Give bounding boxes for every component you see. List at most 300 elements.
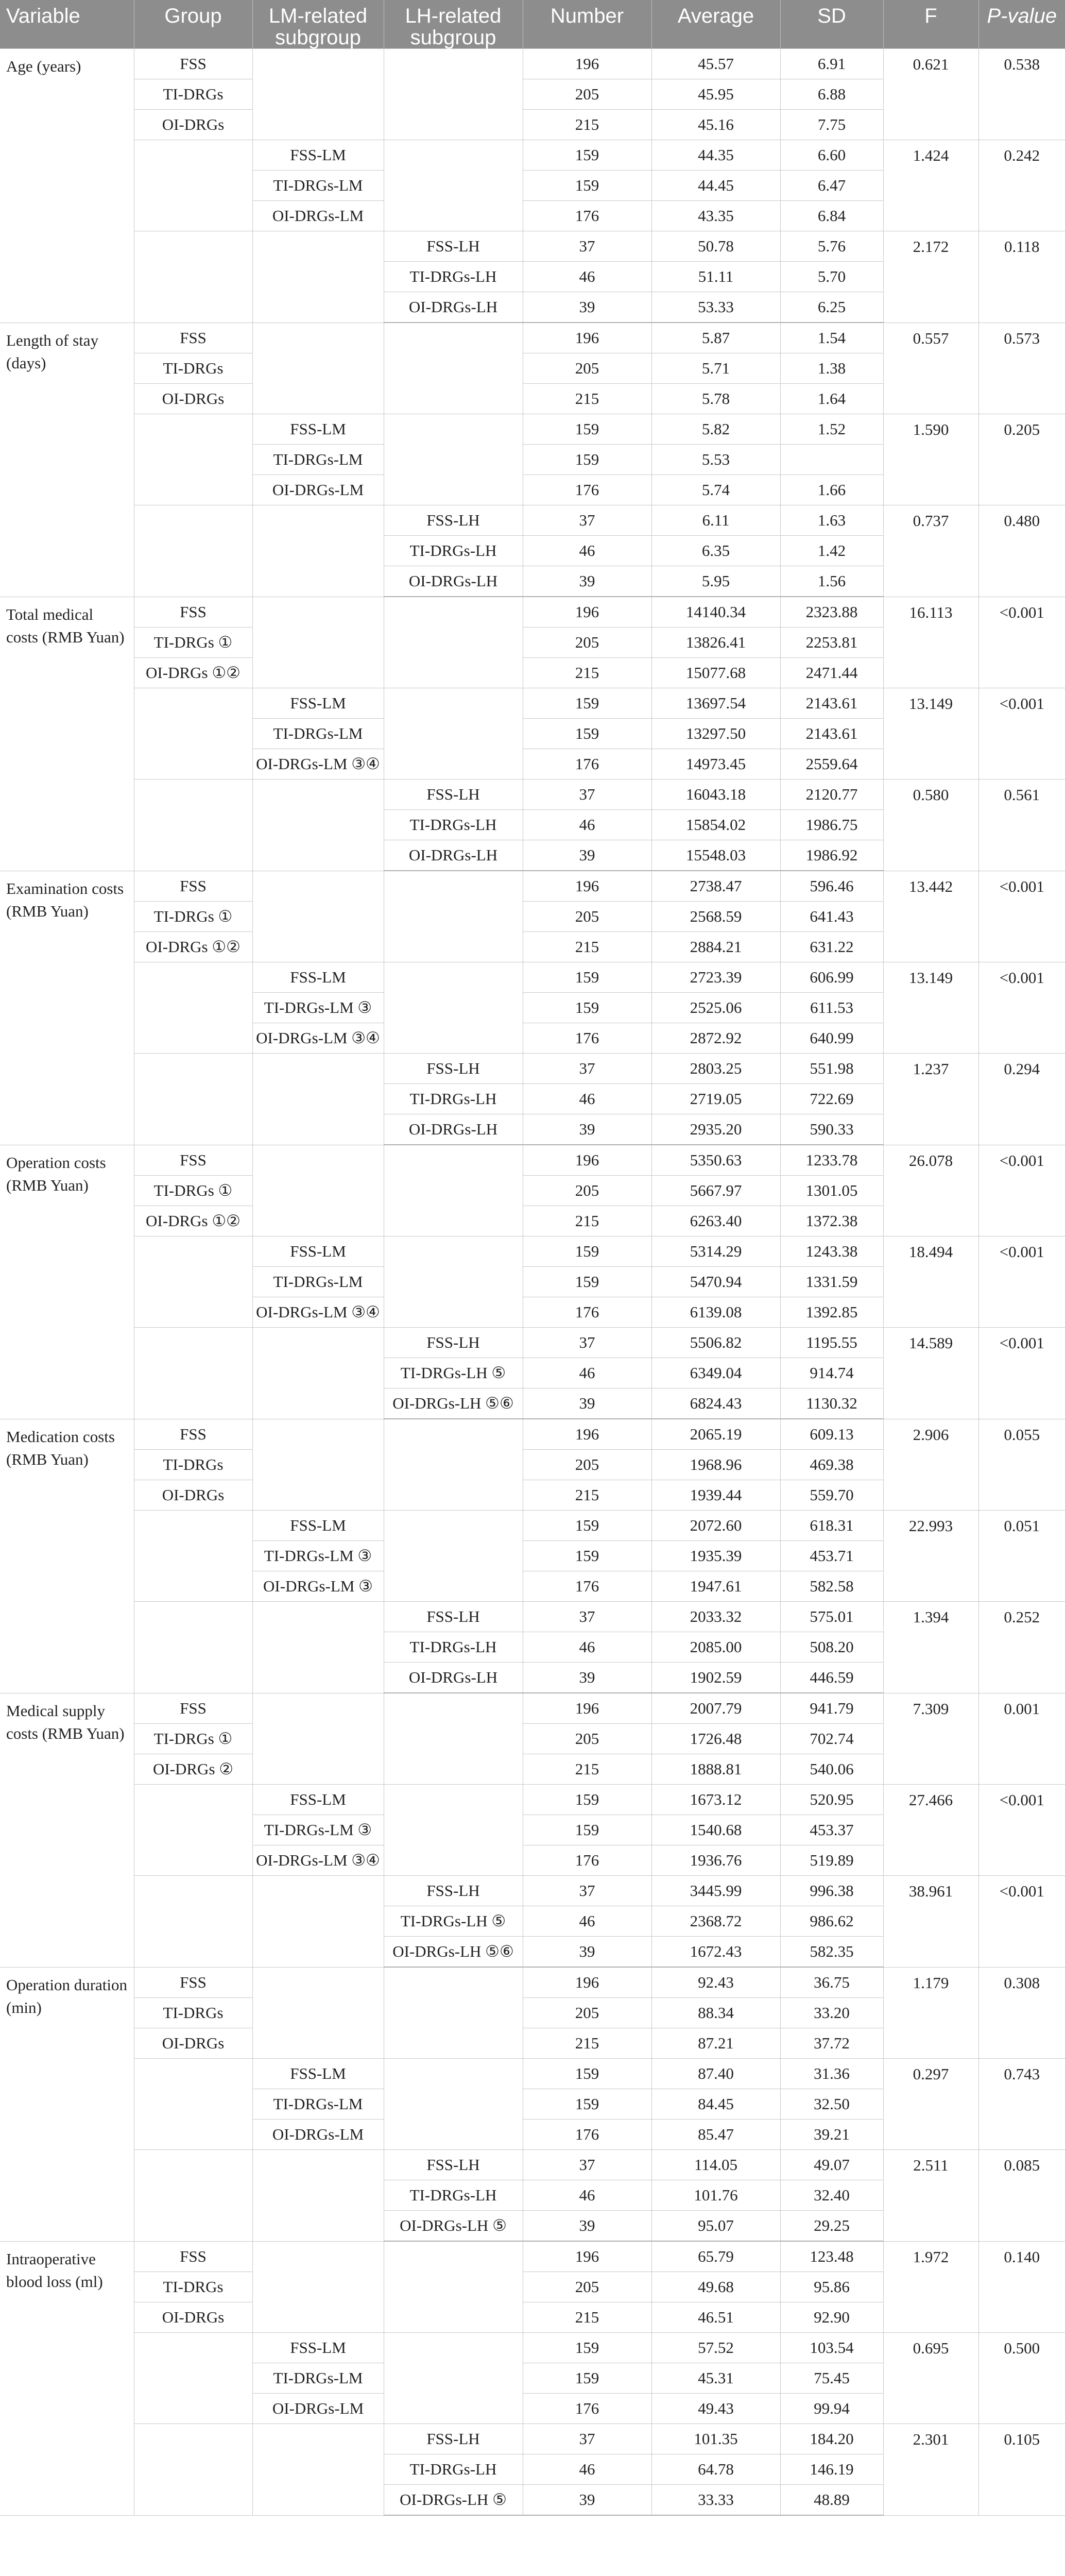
number-cell: 37 [523, 2150, 651, 2180]
empty-cell [134, 1054, 252, 1145]
f-value: 13.149 [883, 688, 978, 779]
average-cell: 3445.99 [651, 1876, 780, 1906]
lm-label: OI-DRGs-LM [252, 2120, 384, 2150]
header-sd: SD [780, 0, 883, 49]
group-label: TI-DRGs ① [134, 902, 252, 932]
average-cell: 6263.40 [651, 1206, 780, 1236]
lh-label: FSS-LH [384, 1054, 523, 1084]
average-cell: 6349.04 [651, 1358, 780, 1388]
group-label: FSS [134, 2241, 252, 2272]
lm-label: OI-DRGs-LM ③④ [252, 1023, 384, 1054]
empty-cell [252, 1967, 384, 2059]
variable-name: Medication costs (RMB Yuan) [0, 1419, 134, 1693]
number-cell: 205 [523, 1998, 651, 2028]
group-label: FSS [134, 1419, 252, 1450]
f-value: 26.078 [883, 1145, 978, 1236]
f-value: 0.737 [883, 505, 978, 597]
table-row [0, 1693, 1065, 1724]
number-cell: 159 [523, 2363, 651, 2394]
header-row [0, 0, 1065, 49]
empty-cell [252, 779, 384, 871]
average-cell: 49.68 [651, 2272, 780, 2302]
average-cell: 5.74 [651, 475, 780, 505]
average-cell: 1672.43 [651, 1937, 780, 1968]
number-cell: 37 [523, 1328, 651, 1358]
number-cell: 39 [523, 1114, 651, 1145]
p-value: 0.085 [978, 2150, 1065, 2242]
number-cell: 46 [523, 262, 651, 292]
lm-label: OI-DRGs-LM [252, 2394, 384, 2424]
empty-cell [252, 1876, 384, 1968]
number-cell: 159 [523, 1541, 651, 1571]
average-cell: 5314.29 [651, 1236, 780, 1267]
average-cell: 1939.44 [651, 1480, 780, 1511]
lm-label: TI-DRGs-LM ③ [252, 993, 384, 1023]
sd-cell: 1.56 [780, 566, 883, 597]
p-value: 0.252 [978, 1602, 1065, 1693]
group-label: TI-DRGs ① [134, 1724, 252, 1754]
group-label: FSS [134, 1145, 252, 1176]
number-cell: 46 [523, 2454, 651, 2485]
empty-cell [384, 597, 523, 688]
sd-cell: 508.20 [780, 1632, 883, 1663]
empty-cell [134, 2333, 252, 2424]
table-body [0, 49, 1065, 2516]
number-cell: 205 [523, 1450, 651, 1480]
number-cell: 205 [523, 353, 651, 384]
number-cell: 159 [523, 993, 651, 1023]
sd-cell: 1372.38 [780, 1206, 883, 1236]
table-row [0, 140, 1065, 171]
lm-label: OI-DRGs-LM ③④ [252, 1845, 384, 1876]
empty-cell [252, 1602, 384, 1693]
empty-cell [252, 1693, 384, 1785]
average-cell: 5.78 [651, 384, 780, 414]
lh-label: OI-DRGs-LH ⑤⑥ [384, 1937, 523, 1968]
empty-cell [134, 231, 252, 323]
sd-cell: 32.40 [780, 2180, 883, 2211]
sd-cell: 453.71 [780, 1541, 883, 1571]
sd-cell: 1243.38 [780, 1236, 883, 1267]
number-cell: 46 [523, 1906, 651, 1937]
group-label: OI-DRGs ①② [134, 932, 252, 962]
p-value: <0.001 [978, 1236, 1065, 1328]
empty-cell [252, 2241, 384, 2333]
lm-label: TI-DRGs-LM [252, 2089, 384, 2120]
p-value: 0.205 [978, 414, 1065, 505]
average-cell: 101.35 [651, 2424, 780, 2454]
lm-label: FSS-LM [252, 414, 384, 445]
empty-cell [384, 49, 523, 140]
number-cell: 46 [523, 2180, 651, 2211]
sd-cell: 2323.88 [780, 597, 883, 628]
sd-cell: 5.70 [780, 262, 883, 292]
average-cell: 1673.12 [651, 1785, 780, 1815]
number-cell: 37 [523, 505, 651, 536]
sd-cell: 2143.61 [780, 719, 883, 749]
p-value: 0.105 [978, 2424, 1065, 2516]
empty-cell [384, 871, 523, 962]
f-value: 0.695 [883, 2333, 978, 2424]
header-number: Number [523, 0, 651, 49]
variable-name: Total medical costs (RMB Yuan) [0, 597, 134, 871]
average-cell: 65.79 [651, 2241, 780, 2272]
table-row [0, 2059, 1065, 2089]
average-cell: 114.05 [651, 2150, 780, 2180]
number-cell: 196 [523, 1419, 651, 1450]
empty-cell [134, 1236, 252, 1328]
sd-cell: 1986.92 [780, 840, 883, 871]
number-cell: 39 [523, 2485, 651, 2516]
p-value: 0.140 [978, 2241, 1065, 2333]
header-variable: Variable [6, 5, 80, 27]
average-cell: 88.34 [651, 1998, 780, 2028]
average-cell: 16043.18 [651, 779, 780, 810]
number-cell: 46 [523, 1358, 651, 1388]
sd-cell: 590.33 [780, 1114, 883, 1145]
group-label: TI-DRGs [134, 79, 252, 110]
average-cell: 64.78 [651, 2454, 780, 2485]
average-cell: 45.16 [651, 110, 780, 140]
lh-label: FSS-LH [384, 2424, 523, 2454]
sd-cell: 6.88 [780, 79, 883, 110]
sd-cell: 722.69 [780, 1084, 883, 1114]
average-cell: 13697.54 [651, 688, 780, 719]
number-cell: 39 [523, 2211, 651, 2242]
average-cell: 13826.41 [651, 628, 780, 658]
number-cell: 176 [523, 2120, 651, 2150]
lh-label: FSS-LH [384, 779, 523, 810]
sd-cell: 37.72 [780, 2028, 883, 2059]
sd-cell: 32.50 [780, 2089, 883, 2120]
average-cell: 45.95 [651, 79, 780, 110]
average-cell: 53.33 [651, 292, 780, 323]
average-cell: 5667.97 [651, 1176, 780, 1206]
number-cell: 215 [523, 932, 651, 962]
table-row [0, 871, 1065, 902]
table-row [0, 1876, 1065, 1906]
sd-cell: 575.01 [780, 1602, 883, 1632]
f-value: 27.466 [883, 1785, 978, 1876]
lm-label: FSS-LM [252, 1511, 384, 1541]
f-value: 16.113 [883, 597, 978, 688]
empty-cell [134, 2059, 252, 2150]
lm-label: FSS-LM [252, 2333, 384, 2363]
group-label: FSS [134, 597, 252, 628]
number-cell: 159 [523, 140, 651, 171]
p-value: <0.001 [978, 1876, 1065, 1968]
empty-cell [134, 1328, 252, 1419]
average-cell: 1902.59 [651, 1663, 780, 1693]
sd-cell: 6.91 [780, 49, 883, 79]
f-value: 14.589 [883, 1328, 978, 1419]
group-label: OI-DRGs [134, 1480, 252, 1511]
empty-cell [384, 2059, 523, 2150]
number-cell: 205 [523, 79, 651, 110]
number-cell: 159 [523, 1267, 651, 1297]
f-value: 1.394 [883, 1602, 978, 1693]
sd-cell: 33.20 [780, 1998, 883, 2028]
number-cell: 46 [523, 1084, 651, 1114]
f-value: 1.424 [883, 140, 978, 231]
lm-label: TI-DRGs-LM [252, 719, 384, 749]
number-cell: 159 [523, 2059, 651, 2089]
average-cell: 14973.45 [651, 749, 780, 779]
table-row [0, 2333, 1065, 2363]
number-cell: 159 [523, 445, 651, 475]
group-label: OI-DRGs [134, 110, 252, 140]
lm-label: OI-DRGs-LM ③④ [252, 1297, 384, 1328]
f-value: 1.237 [883, 1054, 978, 1145]
lh-label: OI-DRGs-LH ⑤ [384, 2485, 523, 2516]
number-cell: 46 [523, 536, 651, 566]
number-cell: 176 [523, 475, 651, 505]
group-label: FSS [134, 49, 252, 79]
average-cell: 1540.68 [651, 1815, 780, 1845]
sd-cell: 469.38 [780, 1450, 883, 1480]
average-cell: 2719.05 [651, 1084, 780, 1114]
empty-cell [384, 1236, 523, 1328]
average-cell: 13297.50 [651, 719, 780, 749]
empty-cell [252, 323, 384, 414]
sd-cell: 103.54 [780, 2333, 883, 2363]
sd-cell: 29.25 [780, 2211, 883, 2242]
number-cell: 159 [523, 2333, 651, 2363]
sd-cell: 49.07 [780, 2150, 883, 2180]
table-row [0, 1328, 1065, 1358]
average-cell: 15854.02 [651, 810, 780, 840]
sd-cell: 641.43 [780, 902, 883, 932]
average-cell: 15548.03 [651, 840, 780, 871]
sd-cell: 2253.81 [780, 628, 883, 658]
number-cell: 196 [523, 1145, 651, 1176]
group-label: TI-DRGs [134, 353, 252, 384]
lm-label: OI-DRGs-LM ③④ [252, 749, 384, 779]
group-label: FSS [134, 1693, 252, 1724]
lh-label: OI-DRGs-LH [384, 1114, 523, 1145]
average-cell: 5.82 [651, 414, 780, 445]
average-cell: 87.21 [651, 2028, 780, 2059]
p-value: 0.055 [978, 1419, 1065, 1511]
p-value: <0.001 [978, 597, 1065, 688]
lh-label: TI-DRGs-LH [384, 1632, 523, 1663]
table-row [0, 1785, 1065, 1815]
average-cell: 2033.32 [651, 1602, 780, 1632]
f-value: 7.309 [883, 1693, 978, 1785]
average-cell: 5.71 [651, 353, 780, 384]
number-cell: 37 [523, 1054, 651, 1084]
sd-cell: 1.64 [780, 384, 883, 414]
lh-label: OI-DRGs-LH [384, 566, 523, 597]
sd-cell: 184.20 [780, 2424, 883, 2454]
table-row [0, 1511, 1065, 1541]
sd-cell: 1392.85 [780, 1297, 883, 1328]
lh-label: TI-DRGs-LH [384, 810, 523, 840]
p-value: 0.118 [978, 231, 1065, 323]
header-average: Average [651, 0, 780, 49]
sd-cell [780, 445, 883, 475]
header-group: Group [134, 0, 252, 49]
table-row [0, 1419, 1065, 1450]
lh-label: TI-DRGs-LH [384, 2180, 523, 2211]
sd-cell: 640.99 [780, 1023, 883, 1054]
header-p-value [978, 0, 1065, 49]
sd-cell: 1.66 [780, 475, 883, 505]
p-value: 0.001 [978, 1693, 1065, 1785]
empty-cell [384, 1693, 523, 1785]
f-value: 2.906 [883, 1419, 978, 1511]
variable-name: Medical supply costs (RMB Yuan) [0, 1693, 134, 1967]
table-row [0, 505, 1065, 536]
number-cell: 176 [523, 2394, 651, 2424]
number-cell: 46 [523, 1632, 651, 1663]
p-value: <0.001 [978, 688, 1065, 779]
lm-label: OI-DRGs-LM [252, 201, 384, 231]
sd-cell: 6.84 [780, 201, 883, 231]
group-label: FSS [134, 1967, 252, 1998]
number-cell: 215 [523, 658, 651, 688]
empty-cell [252, 231, 384, 323]
average-cell: 44.45 [651, 171, 780, 201]
sd-cell: 582.35 [780, 1937, 883, 1968]
average-cell: 2007.79 [651, 1693, 780, 1724]
group-label: OI-DRGs ② [134, 1754, 252, 1785]
empty-cell [384, 414, 523, 505]
lh-label: FSS-LH [384, 1876, 523, 1906]
lh-label: FSS-LH [384, 1328, 523, 1358]
number-cell: 205 [523, 2272, 651, 2302]
lm-label: TI-DRGs-LM [252, 171, 384, 201]
lh-label: OI-DRGs-LH ⑤ [384, 2211, 523, 2242]
table-row [0, 1236, 1065, 1267]
empty-cell [384, 1785, 523, 1876]
sd-cell: 453.37 [780, 1815, 883, 1845]
lh-label: TI-DRGs-LH [384, 262, 523, 292]
number-cell: 37 [523, 1602, 651, 1632]
f-value: 1.179 [883, 1967, 978, 2059]
sd-cell: 941.79 [780, 1693, 883, 1724]
average-cell: 33.33 [651, 2485, 780, 2516]
average-cell: 95.07 [651, 2211, 780, 2242]
average-cell: 6.35 [651, 536, 780, 566]
sd-cell: 2120.77 [780, 779, 883, 810]
sd-cell: 914.74 [780, 1358, 883, 1388]
empty-cell [384, 140, 523, 231]
sd-cell: 606.99 [780, 962, 883, 993]
f-value: 38.961 [883, 1876, 978, 1968]
number-cell: 176 [523, 1297, 651, 1328]
empty-cell [134, 1602, 252, 1693]
lh-label: TI-DRGs-LH ⑤ [384, 1358, 523, 1388]
group-label: OI-DRGs ①② [134, 1206, 252, 1236]
p-value: 0.308 [978, 1967, 1065, 2059]
sd-cell: 6.60 [780, 140, 883, 171]
average-cell: 2085.00 [651, 1632, 780, 1663]
average-cell: 45.31 [651, 2363, 780, 2394]
sd-cell: 996.38 [780, 1876, 883, 1906]
p-value: <0.001 [978, 1785, 1065, 1876]
number-cell: 37 [523, 231, 651, 262]
number-cell: 215 [523, 1206, 651, 1236]
sd-cell: 609.13 [780, 1419, 883, 1450]
lm-label: TI-DRGs-LM [252, 445, 384, 475]
number-cell: 176 [523, 1571, 651, 1602]
average-cell: 5470.94 [651, 1267, 780, 1297]
empty-cell [252, 1054, 384, 1145]
variable-name: Age (years) [0, 49, 134, 323]
average-cell: 2738.47 [651, 871, 780, 902]
number-cell: 215 [523, 2028, 651, 2059]
group-label: OI-DRGs [134, 384, 252, 414]
sd-cell: 631.22 [780, 932, 883, 962]
table-row [0, 2150, 1065, 2180]
sd-cell: 559.70 [780, 1480, 883, 1511]
group-label: TI-DRGs ① [134, 628, 252, 658]
f-value: 22.993 [883, 1511, 978, 1602]
number-cell: 159 [523, 2089, 651, 2120]
average-cell: 6.11 [651, 505, 780, 536]
number-cell: 159 [523, 719, 651, 749]
average-cell: 92.43 [651, 1967, 780, 1998]
sd-cell: 986.62 [780, 1906, 883, 1937]
average-cell: 2072.60 [651, 1511, 780, 1541]
sd-cell: 1301.05 [780, 1176, 883, 1206]
f-value: 18.494 [883, 1236, 978, 1328]
average-cell: 5.53 [651, 445, 780, 475]
sd-cell: 1986.75 [780, 810, 883, 840]
sd-cell: 2559.64 [780, 749, 883, 779]
average-cell: 2884.21 [651, 932, 780, 962]
lh-label: OI-DRGs-LH ⑤⑥ [384, 1388, 523, 1419]
sd-cell: 123.48 [780, 2241, 883, 2272]
sd-cell: 5.76 [780, 231, 883, 262]
empty-cell [252, 1419, 384, 1511]
sd-cell: 75.45 [780, 2363, 883, 2394]
number-cell: 215 [523, 2302, 651, 2333]
header-f: F [883, 0, 978, 49]
sd-cell: 31.36 [780, 2059, 883, 2089]
number-cell: 196 [523, 323, 651, 353]
f-value: 0.557 [883, 323, 978, 414]
sd-cell: 39.21 [780, 2120, 883, 2150]
group-label: OI-DRGs [134, 2028, 252, 2059]
p-value: 0.294 [978, 1054, 1065, 1145]
number-cell: 205 [523, 902, 651, 932]
p-value: <0.001 [978, 1145, 1065, 1236]
average-cell: 57.52 [651, 2333, 780, 2363]
number-cell: 215 [523, 1754, 651, 1785]
empty-cell [252, 1328, 384, 1419]
sd-cell: 618.31 [780, 1511, 883, 1541]
average-cell: 46.51 [651, 2302, 780, 2333]
sd-cell: 1.63 [780, 505, 883, 536]
average-cell: 2935.20 [651, 1114, 780, 1145]
empty-cell [384, 2333, 523, 2424]
table-row [0, 414, 1065, 445]
p-value: 0.051 [978, 1511, 1065, 1602]
f-value: 0.580 [883, 779, 978, 871]
lh-label: OI-DRGs-LH [384, 840, 523, 871]
table-row [0, 231, 1065, 262]
table-row [0, 1054, 1065, 1084]
group-label: TI-DRGs [134, 2272, 252, 2302]
sd-cell: 6.47 [780, 171, 883, 201]
sd-cell: 2471.44 [780, 658, 883, 688]
empty-cell [134, 2150, 252, 2242]
lh-label: FSS-LH [384, 231, 523, 262]
lm-label: FSS-LM [252, 2059, 384, 2089]
average-cell: 14140.34 [651, 597, 780, 628]
